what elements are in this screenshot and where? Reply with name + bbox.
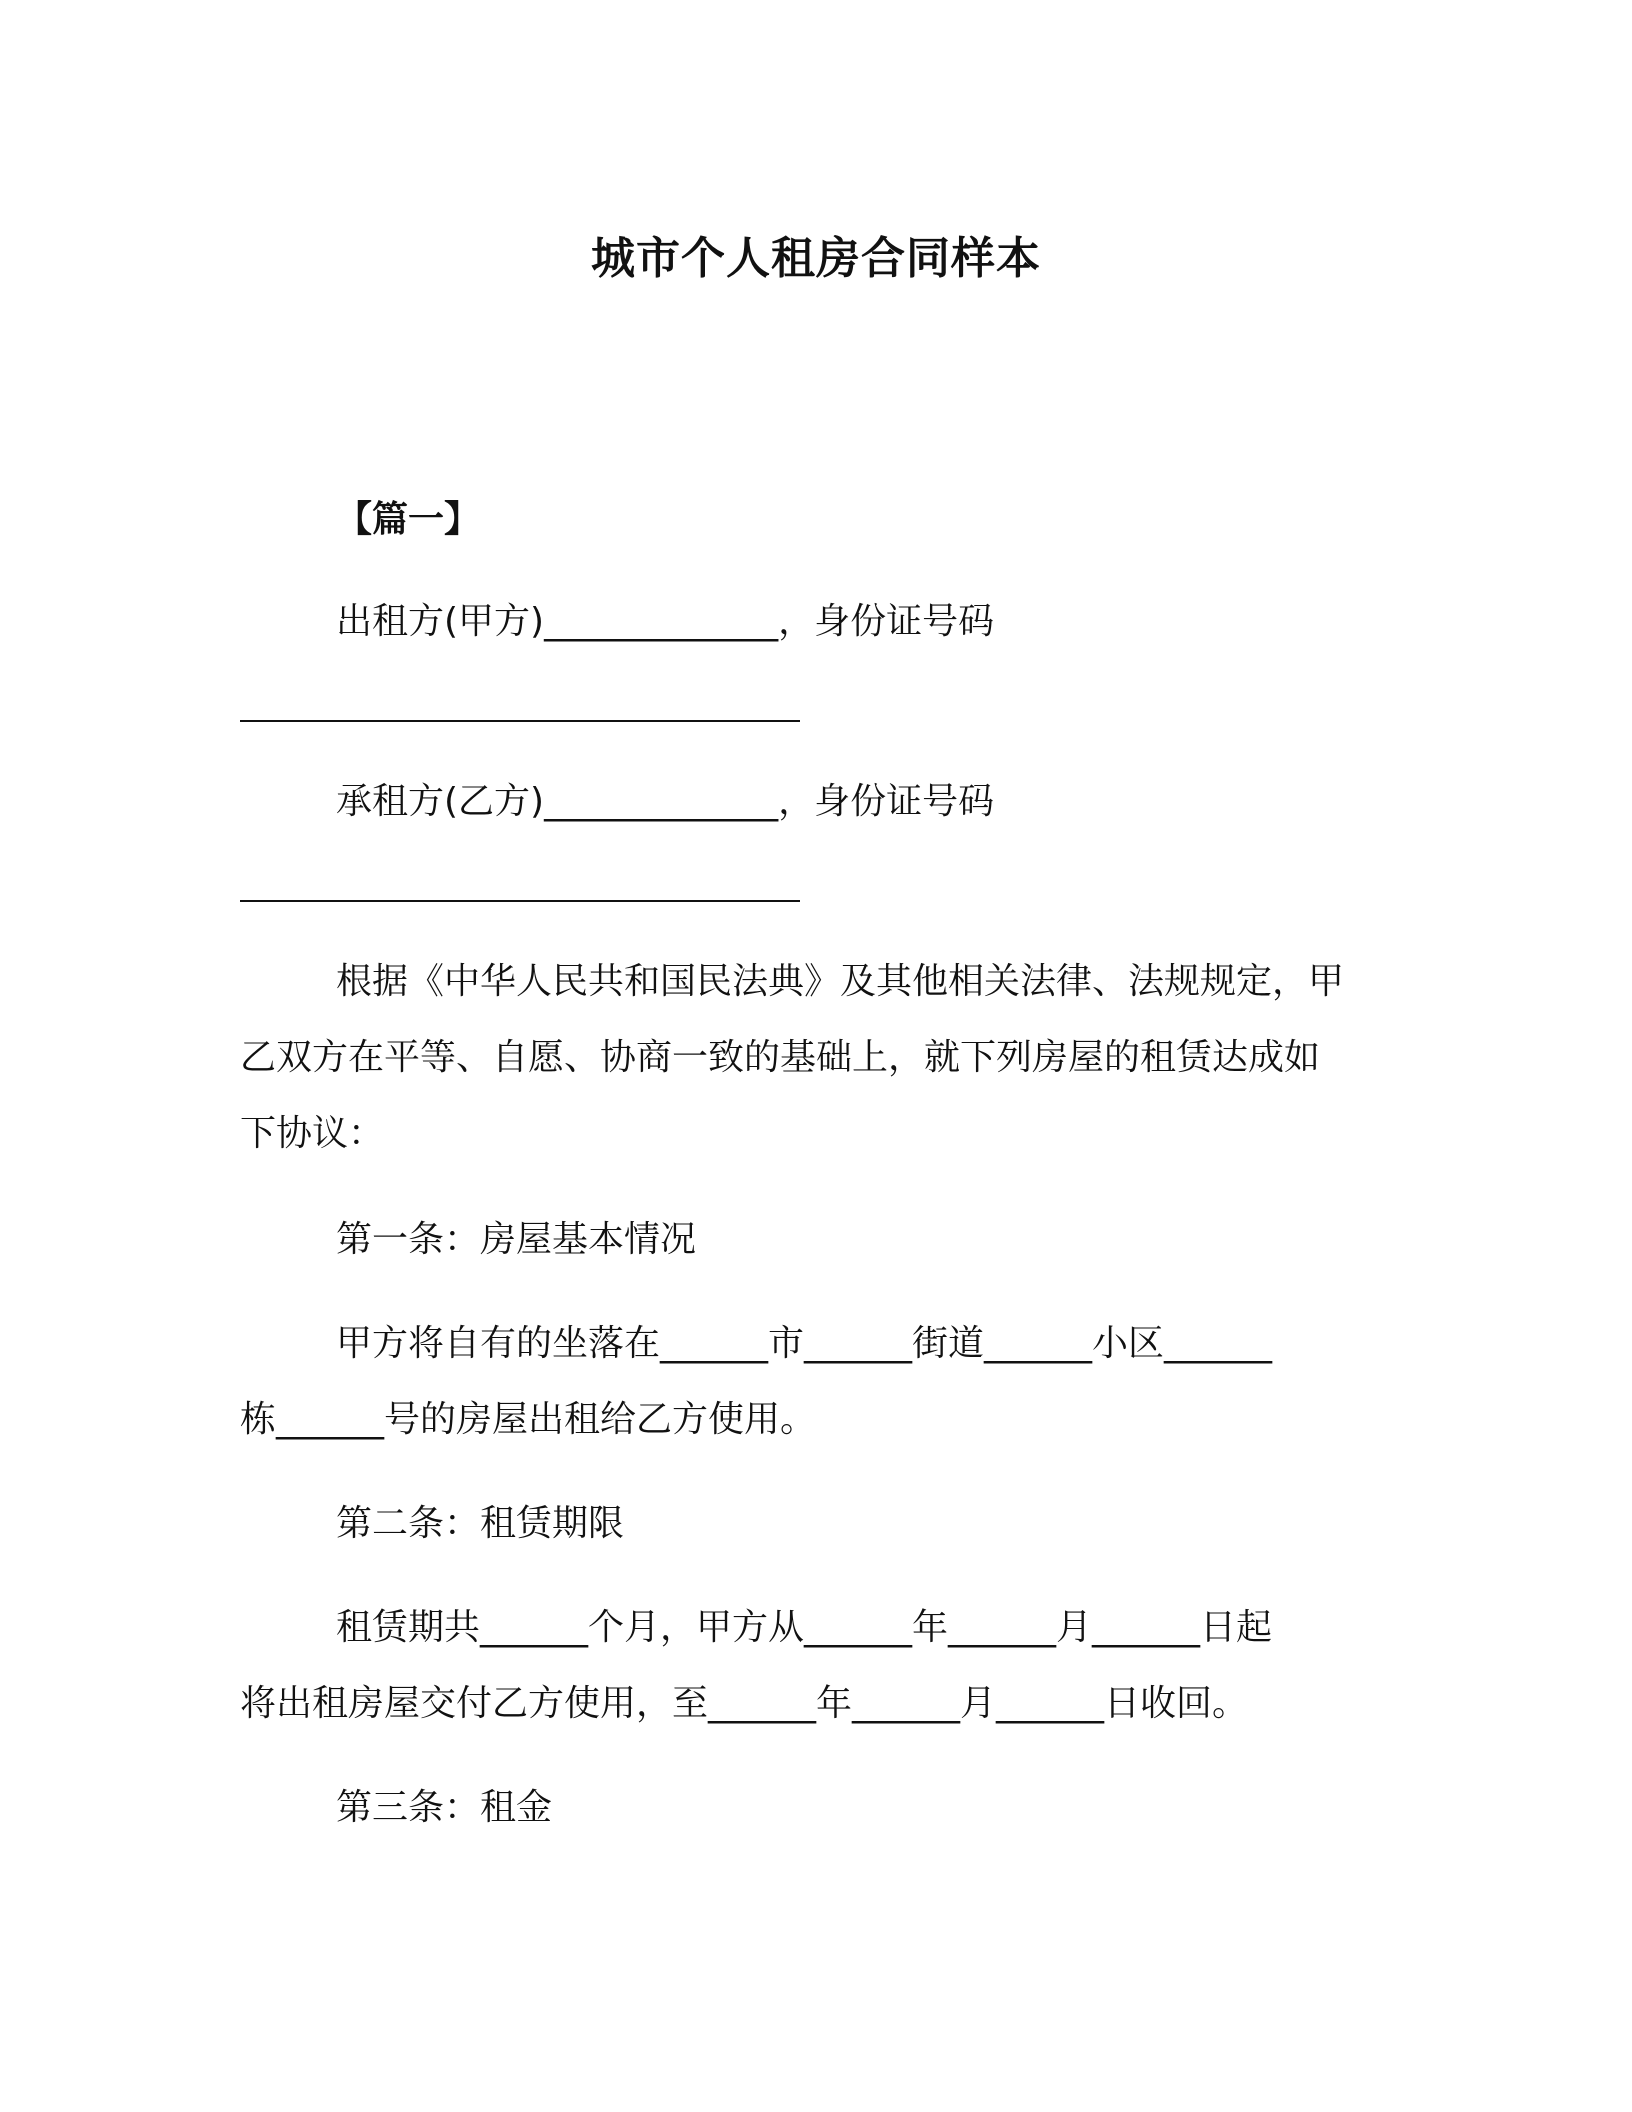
article2-title: 第二条：租赁期限 <box>336 1503 625 1544</box>
article1-title: 第一条：房屋基本情况 <box>336 1219 697 1260</box>
article1-body-line-2: 栋______号的房屋出租给乙方使用。 <box>240 1399 817 1440</box>
lessee-id-blank <box>240 900 800 902</box>
lessee-line: 承租方(乙方)_____________，身份证号码 <box>336 781 995 822</box>
article3-title: 第三条：租金 <box>336 1787 553 1828</box>
lessor-id-blank <box>240 720 800 722</box>
section-heading: 【篇一】 <box>336 499 481 540</box>
intro-line-2: 乙双方在平等、自愿、协商一致的基础上，就下列房屋的租赁达成如 <box>240 1037 1321 1078</box>
intro-line-1: 根据《中华人民共和国民法典》及其他相关法律、法规规定，甲 <box>336 961 1345 1002</box>
document-title: 城市个人租房合同样本 <box>591 233 1041 284</box>
article2-body-line-2: 将出租房屋交付乙方使用，至______年______月______日收回。 <box>240 1683 1249 1724</box>
lessor-line: 出租方(甲方)_____________，身份证号码 <box>336 601 995 642</box>
intro-line-3: 下协议： <box>240 1113 385 1154</box>
article1-body-line-1: 甲方将自有的坐落在______市______街道______小区______ <box>336 1323 1273 1364</box>
article2-body-line-1: 租赁期共______个月，甲方从______年______月______日起 <box>336 1607 1273 1648</box>
